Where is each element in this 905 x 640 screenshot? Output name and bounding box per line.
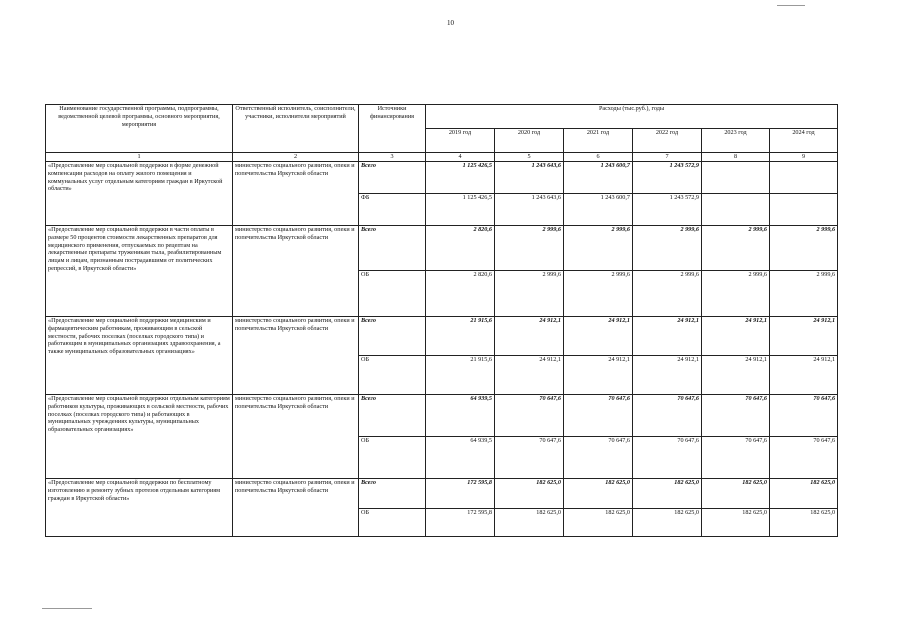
- value-cell: 182 625,0: [770, 509, 838, 537]
- header-expenses: Расходы (тыс.руб.), годы: [426, 105, 838, 129]
- column-number: 4: [426, 153, 495, 162]
- value-cell: 64 939,5: [426, 395, 495, 437]
- value-cell: 2 999,6: [702, 226, 770, 271]
- header-year: 2021 год: [564, 129, 633, 153]
- responsible-executor: министерство социального развития, опеки и попечительства Иркутской области: [233, 479, 359, 537]
- scan-mark: [777, 5, 805, 6]
- value-cell: 24 912,1: [702, 317, 770, 356]
- value-cell: 70 647,6: [770, 395, 838, 437]
- value-cell: 1 243 600,7: [564, 194, 633, 226]
- budget-table: [45, 104, 838, 537]
- value-cell: 182 625,0: [702, 479, 770, 509]
- value-cell: 70 647,6: [633, 395, 702, 437]
- column-number: 1: [46, 153, 233, 162]
- header-year: 2020 год: [495, 129, 564, 153]
- value-cell: 1 243 643,6: [495, 194, 564, 226]
- header-year: 2023 год: [702, 129, 770, 153]
- column-number: 3: [359, 153, 426, 162]
- source-label: ОБ: [359, 356, 426, 395]
- value-cell: 182 625,0: [633, 509, 702, 537]
- value-cell: 2 999,6: [702, 271, 770, 317]
- column-number: 2: [233, 153, 359, 162]
- value-cell: 21 915,6: [426, 356, 495, 395]
- program-name: «Предоставление мер социальной поддержки в части оплаты в размере 50 процентов стоимости лекарственных препаратов для медицинского применения, отпускаемых по рецептам на лекарственные препараты труженикам тыла, реабилитированным лицам и лицам, признанным пострадавшими от политических репрессий, в Иркутской области»: [46, 226, 233, 317]
- value-cell: 70 647,6: [495, 395, 564, 437]
- page-number: 10: [447, 19, 454, 27]
- header-year: 2019 год: [426, 129, 495, 153]
- value-cell: 24 912,1: [633, 317, 702, 356]
- value-cell: 2 999,6: [564, 226, 633, 271]
- value-cell: 24 912,1: [702, 356, 770, 395]
- value-cell: 182 625,0: [495, 479, 564, 509]
- value-cell: 1 125 426,5: [426, 162, 495, 194]
- value-cell: 24 912,1: [495, 356, 564, 395]
- header-year: 2024 год: [770, 129, 838, 153]
- value-cell: [702, 162, 770, 194]
- source-label: ФБ: [359, 194, 426, 226]
- value-cell: 2 999,6: [495, 226, 564, 271]
- value-cell: 24 912,1: [633, 356, 702, 395]
- value-cell: 2 820,6: [426, 226, 495, 271]
- value-cell: 2 999,6: [633, 226, 702, 271]
- value-cell: 1 243 643,6: [495, 162, 564, 194]
- value-cell: 2 999,6: [633, 271, 702, 317]
- value-cell: 1 243 572,9: [633, 162, 702, 194]
- value-cell: 24 912,1: [564, 356, 633, 395]
- value-cell: 182 625,0: [495, 509, 564, 537]
- value-cell: 1 243 572,9: [633, 194, 702, 226]
- source-total: Всего: [359, 162, 426, 194]
- value-cell: 182 625,0: [564, 509, 633, 537]
- source-label: ОБ: [359, 509, 426, 537]
- source-total: Всего: [359, 479, 426, 509]
- value-cell: 2 999,6: [770, 271, 838, 317]
- value-cell: 1 243 600,7: [564, 162, 633, 194]
- value-cell: 182 625,0: [633, 479, 702, 509]
- value-cell: 21 915,6: [426, 317, 495, 356]
- value-cell: 172 595,8: [426, 509, 495, 537]
- value-cell: 2 999,6: [770, 226, 838, 271]
- value-cell: 182 625,0: [770, 479, 838, 509]
- value-cell: 24 912,1: [770, 317, 838, 356]
- value-cell: [770, 162, 838, 194]
- value-cell: [702, 194, 770, 226]
- source-total: Всего: [359, 317, 426, 356]
- header-program-name: Наименование государственной программы, подпрограммы, ведомственной целевой программы, основного мероприятия, мероприятия: [46, 105, 233, 153]
- source-total: Всего: [359, 226, 426, 271]
- value-cell: 24 912,1: [564, 317, 633, 356]
- responsible-executor: министерство социального развития, опеки и попечительства Иркутской области: [233, 226, 359, 317]
- value-cell: 24 912,1: [495, 317, 564, 356]
- value-cell: 70 647,6: [495, 437, 564, 479]
- value-cell: 182 625,0: [564, 479, 633, 509]
- responsible-executor: министерство социального развития, опеки и попечительства Иркутской области: [233, 317, 359, 395]
- column-number: 5: [495, 153, 564, 162]
- column-number: 7: [633, 153, 702, 162]
- program-name: «Предоставление мер социальной поддержки отдельным категориям работников культуры, проживающих в сельской местности, рабочих поселках (поселках городского типа) и работающих в муниципальных учреждениях культуры, муниципальных образовательных организациях»: [46, 395, 233, 479]
- value-cell: 2 999,6: [564, 271, 633, 317]
- value-cell: 1 125 426,5: [426, 194, 495, 226]
- source-total: Всего: [359, 395, 426, 437]
- value-cell: 70 647,6: [702, 437, 770, 479]
- value-cell: 2 999,6: [495, 271, 564, 317]
- program-name: «Предоставление мер социальной поддержки в форме денежной компенсации расходов на оплату жилого помещения и коммунальных услуг отдельным категориям граждан в Иркутской области»: [46, 162, 233, 226]
- value-cell: 70 647,6: [633, 437, 702, 479]
- column-number: 6: [564, 153, 633, 162]
- column-number: 9: [770, 153, 838, 162]
- responsible-executor: министерство социального развития, опеки и попечительства Иркутской области: [233, 162, 359, 226]
- program-name: «Предоставление мер социальной поддержки медицинским и фармацевтическим работникам, проживающим в сельской местности, рабочих поселках (поселках городского типа) и работающим в муниципальных организациях здравоохранения, а также муниципальных образовательных организациях»: [46, 317, 233, 395]
- column-number: 8: [702, 153, 770, 162]
- value-cell: 70 647,6: [564, 395, 633, 437]
- header-year: 2022 год: [633, 129, 702, 153]
- program-name: «Предоставление мер социальной поддержки по бесплатному изготовлению и ремонту зубных протезов отдельным категориям граждан в Иркутской области»: [46, 479, 233, 537]
- responsible-executor: министерство социального развития, опеки и попечительства Иркутской области: [233, 395, 359, 479]
- value-cell: 70 647,6: [564, 437, 633, 479]
- value-cell: 70 647,6: [702, 395, 770, 437]
- value-cell: 182 625,0: [702, 509, 770, 537]
- value-cell: [770, 194, 838, 226]
- header-responsible: Ответственный исполнитель, соисполнители, участники, исполнители мероприятий: [233, 105, 359, 153]
- value-cell: 172 595,8: [426, 479, 495, 509]
- value-cell: 70 647,6: [770, 437, 838, 479]
- scan-mark: [42, 608, 92, 609]
- value-cell: 64 939,5: [426, 437, 495, 479]
- value-cell: 2 820,6: [426, 271, 495, 317]
- header-sources: Источники финансирования: [359, 105, 426, 153]
- source-label: ОБ: [359, 271, 426, 317]
- source-label: ОБ: [359, 437, 426, 479]
- value-cell: 24 912,1: [770, 356, 838, 395]
